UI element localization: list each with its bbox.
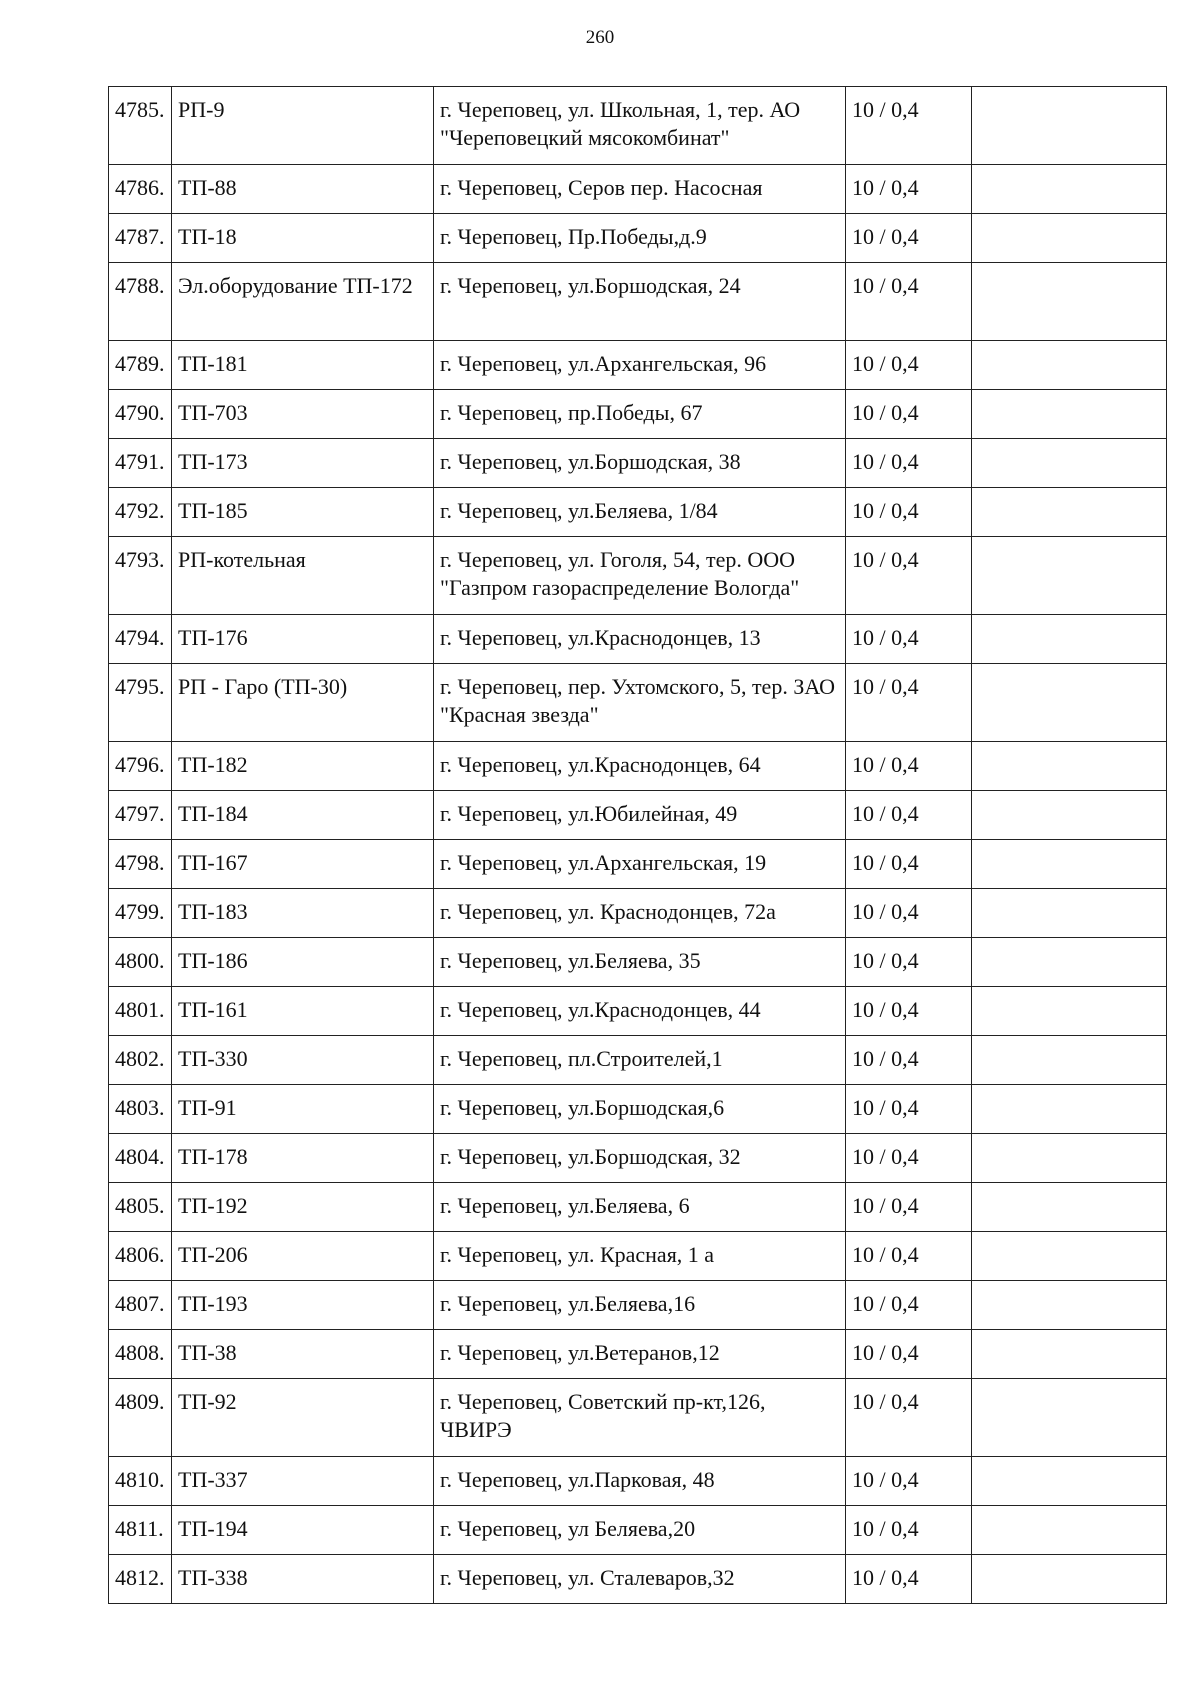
- row-number-cell: 4807.: [109, 1281, 172, 1330]
- extra-cell: [972, 791, 1167, 840]
- extra-cell: [972, 1379, 1167, 1457]
- voltage-cell: 10 / 0,4: [846, 889, 972, 938]
- facility-address-cell: г. Череповец, ул.Беляева,16: [434, 1281, 846, 1330]
- table-row: [109, 615, 1167, 664]
- table-row: [109, 889, 1167, 938]
- row-number-cell: 4805.: [109, 1183, 172, 1232]
- facility-address-cell: г. Череповец, ул.Беляева, 1/84: [434, 488, 846, 537]
- extra-cell: [972, 488, 1167, 537]
- table-row: [109, 1183, 1167, 1232]
- facility-name-cell: ТП-92: [172, 1379, 434, 1457]
- facility-table: [108, 86, 1167, 1604]
- row-number-cell: 4801.: [109, 987, 172, 1036]
- voltage-cell: 10 / 0,4: [846, 1232, 972, 1281]
- extra-cell: [972, 1506, 1167, 1555]
- table-row: [109, 987, 1167, 1036]
- voltage-cell: 10 / 0,4: [846, 214, 972, 263]
- table-row: [109, 439, 1167, 488]
- facility-address-cell: г. Череповец, ул.Беляева, 35: [434, 938, 846, 987]
- row-number-cell: 4812.: [109, 1555, 172, 1604]
- row-number-cell: 4806.: [109, 1232, 172, 1281]
- row-number-cell: 4789.: [109, 341, 172, 390]
- table-row: [109, 742, 1167, 791]
- facility-name-cell: ТП-338: [172, 1555, 434, 1604]
- table-row: [109, 1457, 1167, 1506]
- table-row: [109, 1330, 1167, 1379]
- facility-address-cell: г. Череповец, ул.Боршодская, 32: [434, 1134, 846, 1183]
- facility-address-cell: г. Череповец, ул.Парковая, 48: [434, 1457, 846, 1506]
- facility-address-cell: г. Череповец, пл.Строителей,1: [434, 1036, 846, 1085]
- extra-cell: [972, 1036, 1167, 1085]
- voltage-cell: 10 / 0,4: [846, 791, 972, 840]
- facility-address-cell: г. Череповец, ул.Краснодонцев, 44: [434, 987, 846, 1036]
- voltage-cell: 10 / 0,4: [846, 165, 972, 214]
- facility-address-cell: г. Череповец, ул.Боршодская, 38: [434, 439, 846, 488]
- extra-cell: [972, 1183, 1167, 1232]
- extra-cell: [972, 537, 1167, 615]
- facility-address-cell: г. Череповец, пер. Ухтомского, 5, тер. ЗАО "Красная звезда": [434, 664, 846, 742]
- page-number: 260: [585, 27, 615, 48]
- facility-address-cell: г. Череповец, ул. Краснодонцев, 72а: [434, 889, 846, 938]
- extra-cell: [972, 742, 1167, 791]
- table-row: [109, 537, 1167, 615]
- extra-cell: [972, 1555, 1167, 1604]
- voltage-cell: 10 / 0,4: [846, 1281, 972, 1330]
- facility-name-cell: ТП-206: [172, 1232, 434, 1281]
- voltage-cell: 10 / 0,4: [846, 1379, 972, 1457]
- row-number-cell: 4808.: [109, 1330, 172, 1379]
- facility-address-cell: г. Череповец, ул.Ветеранов,12: [434, 1330, 846, 1379]
- extra-cell: [972, 87, 1167, 165]
- facility-name-cell: ТП-18: [172, 214, 434, 263]
- table-row: [109, 341, 1167, 390]
- table-row: [109, 165, 1167, 214]
- facility-name-cell: ТП-167: [172, 840, 434, 889]
- voltage-cell: 10 / 0,4: [846, 1134, 972, 1183]
- facility-address-cell: г. Череповец, пр.Победы, 67: [434, 390, 846, 439]
- facility-name-cell: ТП-38: [172, 1330, 434, 1379]
- row-number-cell: 4785.: [109, 87, 172, 165]
- extra-cell: [972, 664, 1167, 742]
- table-row: [109, 1134, 1167, 1183]
- extra-cell: [972, 214, 1167, 263]
- facility-address-cell: г. Череповец, ул.Боршодская,6: [434, 1085, 846, 1134]
- voltage-cell: 10 / 0,4: [846, 488, 972, 537]
- table-row: [109, 840, 1167, 889]
- facility-name-cell: ТП-183: [172, 889, 434, 938]
- row-number-cell: 4792.: [109, 488, 172, 537]
- table-row: [109, 488, 1167, 537]
- voltage-cell: 10 / 0,4: [846, 537, 972, 615]
- extra-cell: [972, 341, 1167, 390]
- voltage-cell: 10 / 0,4: [846, 439, 972, 488]
- facility-address-cell: г. Череповец, Советский пр-кт,126, ЧВИРЭ: [434, 1379, 846, 1457]
- extra-cell: [972, 615, 1167, 664]
- facility-name-cell: РП-котельная: [172, 537, 434, 615]
- row-number-cell: 4795.: [109, 664, 172, 742]
- extra-cell: [972, 263, 1167, 341]
- voltage-cell: 10 / 0,4: [846, 664, 972, 742]
- voltage-cell: 10 / 0,4: [846, 1506, 972, 1555]
- row-number-cell: 4791.: [109, 439, 172, 488]
- facility-name-cell: ТП-703: [172, 390, 434, 439]
- extra-cell: [972, 1085, 1167, 1134]
- facility-name-cell: ТП-88: [172, 165, 434, 214]
- row-number-cell: 4803.: [109, 1085, 172, 1134]
- table-row: [109, 214, 1167, 263]
- facility-address-cell: г. Череповец, ул.Архангельская, 96: [434, 341, 846, 390]
- row-number-cell: 4800.: [109, 938, 172, 987]
- extra-cell: [972, 938, 1167, 987]
- facility-address-cell: г. Череповец, ул.Краснодонцев, 64: [434, 742, 846, 791]
- facility-name-cell: Эл.оборудование ТП-172: [172, 263, 434, 341]
- row-number-cell: 4810.: [109, 1457, 172, 1506]
- table-row: [109, 1379, 1167, 1457]
- facility-name-cell: ТП-185: [172, 488, 434, 537]
- facility-name-cell: ТП-161: [172, 987, 434, 1036]
- table-row: [109, 1506, 1167, 1555]
- facility-name-cell: ТП-182: [172, 742, 434, 791]
- facility-address-cell: г. Череповец, ул.Краснодонцев, 13: [434, 615, 846, 664]
- facility-address-cell: г. Череповец, ул Беляева,20: [434, 1506, 846, 1555]
- facility-name-cell: ТП-337: [172, 1457, 434, 1506]
- row-number-cell: 4796.: [109, 742, 172, 791]
- voltage-cell: 10 / 0,4: [846, 263, 972, 341]
- table-row: [109, 664, 1167, 742]
- extra-cell: [972, 1134, 1167, 1183]
- voltage-cell: 10 / 0,4: [846, 1085, 972, 1134]
- facility-name-cell: РП - Гаро (ТП-30): [172, 664, 434, 742]
- facility-address-cell: г. Череповец, ул.Боршодская, 24: [434, 263, 846, 341]
- facility-address-cell: г. Череповец, ул.Архангельская, 19: [434, 840, 846, 889]
- facility-address-cell: г. Череповец, ул. Красная, 1 а: [434, 1232, 846, 1281]
- table-row: [109, 1281, 1167, 1330]
- voltage-cell: 10 / 0,4: [846, 1457, 972, 1506]
- voltage-cell: 10 / 0,4: [846, 938, 972, 987]
- facility-address-cell: г. Череповец, ул. Школьная, 1, тер. АО "Череповецкий мясокомбинат": [434, 87, 846, 165]
- facility-name-cell: ТП-173: [172, 439, 434, 488]
- row-number-cell: 4798.: [109, 840, 172, 889]
- facility-name-cell: ТП-186: [172, 938, 434, 987]
- facility-address-cell: г. Череповец, ул.Юбилейная, 49: [434, 791, 846, 840]
- row-number-cell: 4811.: [109, 1506, 172, 1555]
- row-number-cell: 4787.: [109, 214, 172, 263]
- row-number-cell: 4794.: [109, 615, 172, 664]
- extra-cell: [972, 439, 1167, 488]
- voltage-cell: 10 / 0,4: [846, 390, 972, 439]
- facility-address-cell: г. Череповец, Пр.Победы,д.9: [434, 214, 846, 263]
- row-number-cell: 4797.: [109, 791, 172, 840]
- extra-cell: [972, 390, 1167, 439]
- facility-address-cell: г. Череповец, Серов пер. Насосная: [434, 165, 846, 214]
- facility-address-cell: г. Череповец, ул.Беляева, 6: [434, 1183, 846, 1232]
- extra-cell: [972, 840, 1167, 889]
- facility-name-cell: ТП-176: [172, 615, 434, 664]
- voltage-cell: 10 / 0,4: [846, 1036, 972, 1085]
- table-row: [109, 1555, 1167, 1604]
- facility-name-cell: ТП-91: [172, 1085, 434, 1134]
- facility-name-cell: ТП-178: [172, 1134, 434, 1183]
- extra-cell: [972, 889, 1167, 938]
- row-number-cell: 4790.: [109, 390, 172, 439]
- voltage-cell: 10 / 0,4: [846, 742, 972, 791]
- table-row: [109, 938, 1167, 987]
- table-row: [109, 791, 1167, 840]
- facility-name-cell: ТП-192: [172, 1183, 434, 1232]
- facility-name-cell: ТП-330: [172, 1036, 434, 1085]
- extra-cell: [972, 987, 1167, 1036]
- row-number-cell: 4788.: [109, 263, 172, 341]
- row-number-cell: 4809.: [109, 1379, 172, 1457]
- row-number-cell: 4786.: [109, 165, 172, 214]
- facility-name-cell: ТП-193: [172, 1281, 434, 1330]
- voltage-cell: 10 / 0,4: [846, 341, 972, 390]
- facility-name-cell: ТП-181: [172, 341, 434, 390]
- facility-name-cell: ТП-194: [172, 1506, 434, 1555]
- voltage-cell: 10 / 0,4: [846, 840, 972, 889]
- facility-address-cell: г. Череповец, ул. Гоголя, 54, тер. ООО "Газпром газораспределение Вологда": [434, 537, 846, 615]
- table-row: [109, 1232, 1167, 1281]
- row-number-cell: 4799.: [109, 889, 172, 938]
- extra-cell: [972, 1457, 1167, 1506]
- row-number-cell: 4793.: [109, 537, 172, 615]
- row-number-cell: 4802.: [109, 1036, 172, 1085]
- extra-cell: [972, 1330, 1167, 1379]
- table-row: [109, 263, 1167, 341]
- facility-name-cell: ТП-184: [172, 791, 434, 840]
- voltage-cell: 10 / 0,4: [846, 87, 972, 165]
- voltage-cell: 10 / 0,4: [846, 1330, 972, 1379]
- extra-cell: [972, 165, 1167, 214]
- table-row: [109, 1085, 1167, 1134]
- voltage-cell: 10 / 0,4: [846, 1555, 972, 1604]
- extra-cell: [972, 1281, 1167, 1330]
- extra-cell: [972, 1232, 1167, 1281]
- facility-address-cell: г. Череповец, ул. Сталеваров,32: [434, 1555, 846, 1604]
- voltage-cell: 10 / 0,4: [846, 1183, 972, 1232]
- voltage-cell: 10 / 0,4: [846, 987, 972, 1036]
- facility-table-body: [109, 87, 1167, 1604]
- voltage-cell: 10 / 0,4: [846, 615, 972, 664]
- table-row: [109, 1036, 1167, 1085]
- row-number-cell: 4804.: [109, 1134, 172, 1183]
- table-row: [109, 87, 1167, 165]
- table-row: [109, 390, 1167, 439]
- facility-name-cell: РП-9: [172, 87, 434, 165]
